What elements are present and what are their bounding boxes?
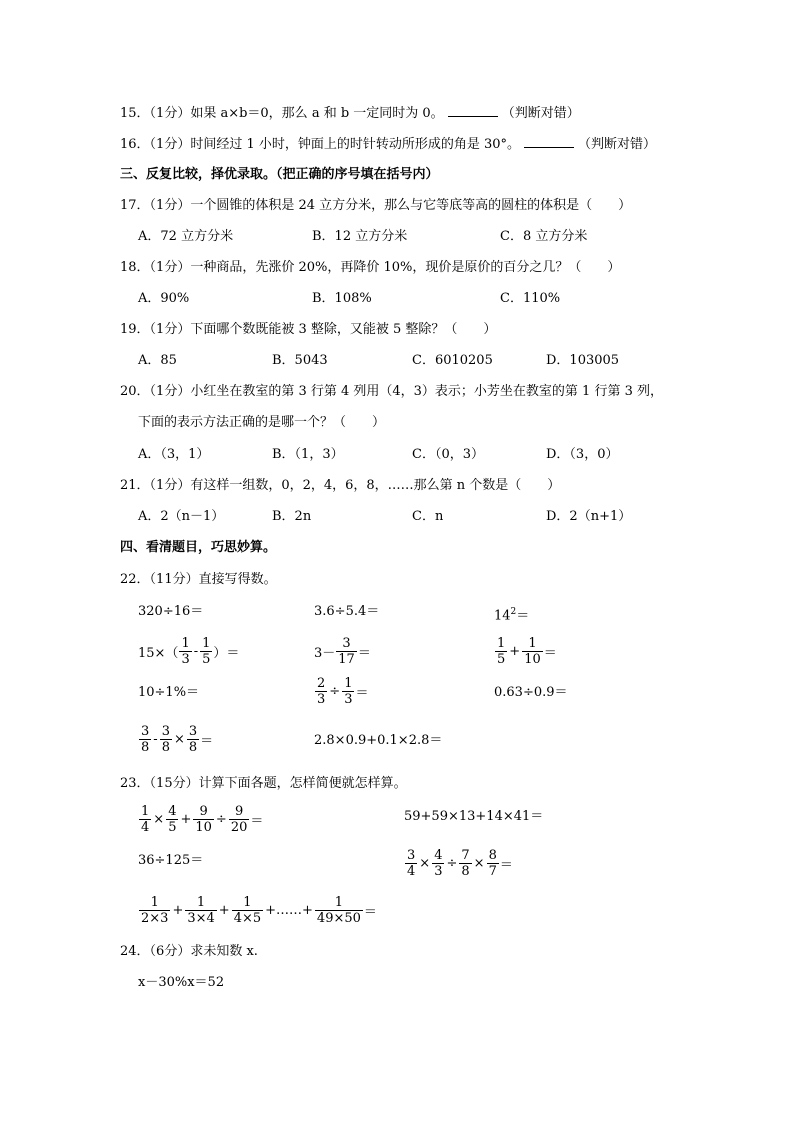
denominator: 3×4 [187, 911, 215, 926]
fraction [315, 676, 327, 707]
question-24-text: 24．（6分）求未知数 x. [120, 944, 258, 959]
fraction [495, 636, 507, 667]
option-18-c[interactable]: C．110% [500, 291, 561, 306]
fraction [193, 804, 214, 835]
numerator: 1 [232, 895, 263, 911]
equation-24: x－30%x＝52 [138, 975, 225, 990]
option-20-b[interactable]: B．（1，3） [272, 447, 344, 462]
expr-22-3 [494, 603, 529, 625]
numerator: 1 [185, 895, 216, 911]
denominator: 3 [181, 652, 190, 667]
denominator: 4 [141, 820, 150, 835]
operator: × [473, 856, 485, 871]
option-17-a[interactable]: A．72 立方分米 [138, 229, 234, 244]
numerator: 1 [344, 676, 353, 691]
option-19-b[interactable]: B．5043 [272, 353, 328, 368]
numerator: 3 [141, 724, 150, 739]
fraction [432, 848, 444, 879]
expr-23-a-post: ＝ [250, 814, 264, 829]
answer-blank-16[interactable] [524, 135, 574, 148]
operator: - [153, 732, 158, 747]
option-21-b[interactable]: B．2n [272, 509, 312, 524]
denominator: 49×50 [316, 911, 361, 926]
operator: - [193, 644, 199, 659]
expr-22-5-pre: 3－ [314, 646, 336, 661]
option-17-c[interactable]: C．8 立方分米 [500, 229, 588, 244]
expr-22-3-eq: ＝ [516, 608, 530, 624]
operator: × [153, 812, 165, 827]
expr-22-5 [314, 636, 371, 667]
expr-22-10-post: ＝ [200, 734, 214, 749]
expr-22-4-post: ）＝ [213, 646, 240, 661]
expr-22-3-exp: 2 [510, 607, 517, 617]
expr-23-c: 36÷125＝ [138, 853, 204, 868]
fraction [405, 848, 417, 879]
fraction [229, 804, 250, 835]
fraction [166, 804, 178, 835]
expr-22-7: 10÷1%＝ [138, 685, 200, 700]
expr-22-8 [314, 676, 368, 707]
option-20-a[interactable]: A．（3，1） [138, 447, 210, 462]
question-17-text: 17．（1分）一个圆锥的体积是 24 立方分米，那么与它等底等高的圆柱的体积是（ ） [120, 198, 632, 213]
question-16-text: 16．（1分）时间经过 1 小时，钟面上的时针转动所形成的角是 30°。 [120, 137, 521, 152]
denominator: 7 [488, 864, 497, 879]
expr-22-2: 3.6÷5.4＝ [314, 604, 380, 619]
option-21-c[interactable]: C．n [412, 509, 444, 524]
numerator: 1 [315, 895, 363, 911]
numerator: 1 [141, 804, 150, 819]
expr-22-11: 2.8×0.9+0.1×2.8＝ [314, 733, 443, 748]
operator: ÷ [446, 856, 458, 871]
expr-22-9: 0.63÷0.9＝ [494, 685, 568, 700]
numerator: 1 [522, 636, 543, 652]
numerator: 1 [202, 636, 211, 651]
operator: + [509, 644, 521, 659]
option-18-b[interactable]: B．108% [312, 291, 372, 306]
option-19-c[interactable]: C．6010205 [412, 353, 493, 368]
operator: × [173, 732, 185, 747]
denominator: 3 [317, 692, 326, 707]
fraction [160, 724, 172, 755]
expr-22-5-post: ＝ [357, 646, 371, 661]
numerator: 3 [407, 848, 416, 863]
fraction [187, 724, 199, 755]
numerator: 3 [161, 724, 170, 739]
numerator: 2 [317, 676, 326, 691]
numerator: 9 [193, 804, 214, 820]
expr-22-3-base: 14 [494, 608, 511, 624]
question-20-text-line2: 下面的表示方法正确的是哪一个？（ ） [138, 415, 386, 430]
option-20-d[interactable]: D．（3，0） [546, 447, 619, 462]
denominator: 8 [461, 864, 470, 879]
fraction [522, 636, 543, 667]
numerator: 4 [168, 804, 177, 819]
expr-23-e-post: ＝ [363, 905, 377, 920]
denominator: 4 [407, 864, 416, 879]
denominator: 5 [497, 652, 506, 667]
denominator: 17 [338, 652, 355, 667]
denominator: 8 [141, 740, 150, 755]
expr-23-a [138, 804, 263, 835]
operator: ÷ [329, 684, 341, 699]
denominator: 3 [434, 864, 443, 879]
question-22-text: 22．（11分）直接写得数。 [120, 572, 277, 587]
question-15-tail: （判断对错） [501, 106, 580, 121]
denominator: 20 [230, 820, 248, 835]
denominator: 5 [168, 820, 177, 835]
option-19-a[interactable]: A．85 [138, 353, 177, 368]
option-17-b[interactable]: B．12 立方分米 [312, 229, 408, 244]
operator: + [180, 812, 192, 827]
fraction [459, 848, 471, 879]
fraction [336, 636, 357, 667]
question-15 [120, 104, 580, 123]
fraction [185, 895, 216, 926]
numerator: 4 [434, 848, 443, 863]
section-3-heading: 三、反复比较，择优录取。（把正确的序号填在括号内） [120, 167, 439, 182]
expr-22-10 [138, 724, 213, 755]
fraction [342, 676, 354, 707]
expr-22-8-post: ＝ [355, 686, 369, 701]
numerator: 7 [461, 848, 470, 863]
answer-blank-15[interactable] [448, 104, 498, 117]
option-21-a[interactable]: A．2（n－1） [138, 509, 225, 524]
expr-23-d [404, 848, 513, 879]
fraction [315, 895, 363, 926]
section-4-heading: 四、看清题目，巧思妙算。 [120, 540, 277, 555]
denominator: 3 [344, 692, 353, 707]
operator: + [172, 903, 184, 918]
option-20-c[interactable]: C．（0，3） [412, 447, 484, 462]
operator: × [419, 856, 431, 871]
expr-23-e [138, 895, 377, 926]
fraction [179, 636, 191, 667]
denominator: 2×3 [141, 911, 169, 926]
expr-22-6-post: ＝ [543, 646, 557, 661]
expr-22-4-pre: 15×（ [138, 646, 179, 661]
fraction [232, 895, 263, 926]
question-15-text: 15．（1分）如果 a×b＝0，那么 a 和 b 一定同时为 0。 [120, 106, 444, 121]
question-19-text: 19．（1分）下面哪个数既能被 3 整除，又能被 5 整除？（ ） [120, 322, 497, 337]
expr-23-b: 59+59×13+14×41＝ [404, 809, 544, 824]
option-19-d[interactable]: D．103005 [546, 353, 620, 368]
denominator: 4×5 [233, 911, 262, 926]
question-23-text: 23．（15分）计算下面各题，怎样简便就怎样算。 [120, 776, 407, 791]
question-16 [120, 135, 656, 154]
operator: +……+ [265, 903, 313, 918]
numerator: 1 [181, 636, 190, 651]
denominator: 8 [161, 740, 170, 755]
question-18-text: 18．（1分）一种商品，先涨价 20%，再降价 10%，现价是原价的百分之几？（ ） [120, 260, 621, 275]
question-21-text: 21．（1分）有这样一组数，0，2，4，6，8，……那么第 n 个数是（ ） [120, 478, 561, 493]
numerator: 8 [488, 848, 497, 863]
numerator: 3 [336, 636, 357, 652]
option-18-a[interactable]: A．90% [138, 291, 190, 306]
denominator: 5 [202, 652, 211, 667]
numerator: 9 [229, 804, 250, 820]
denominator: 10 [524, 652, 541, 667]
numerator: 3 [188, 724, 198, 739]
expr-22-6 [494, 636, 557, 667]
denominator: 10 [195, 820, 212, 835]
denominator: 8 [188, 740, 198, 755]
expr-23-d-post: ＝ [499, 858, 513, 873]
question-20-text: 20．（1分）小红坐在教室的第 3 行第 4 列用（4，3）表示；小芳坐在教室的第 1 行第 3 列， [120, 384, 663, 399]
option-21-d[interactable]: D．2（n+1） [546, 509, 632, 524]
numerator: 1 [139, 895, 170, 911]
fraction [139, 804, 151, 835]
expr-22-1: 320÷16＝ [138, 604, 204, 619]
fraction [200, 636, 212, 667]
numerator: 1 [497, 636, 506, 651]
fraction [139, 895, 170, 926]
fraction [139, 724, 151, 755]
question-16-tail: （判断对错） [578, 137, 657, 152]
expr-22-4 [138, 636, 239, 667]
fraction [487, 848, 499, 879]
operator: + [218, 903, 230, 918]
operator: ÷ [215, 812, 227, 827]
